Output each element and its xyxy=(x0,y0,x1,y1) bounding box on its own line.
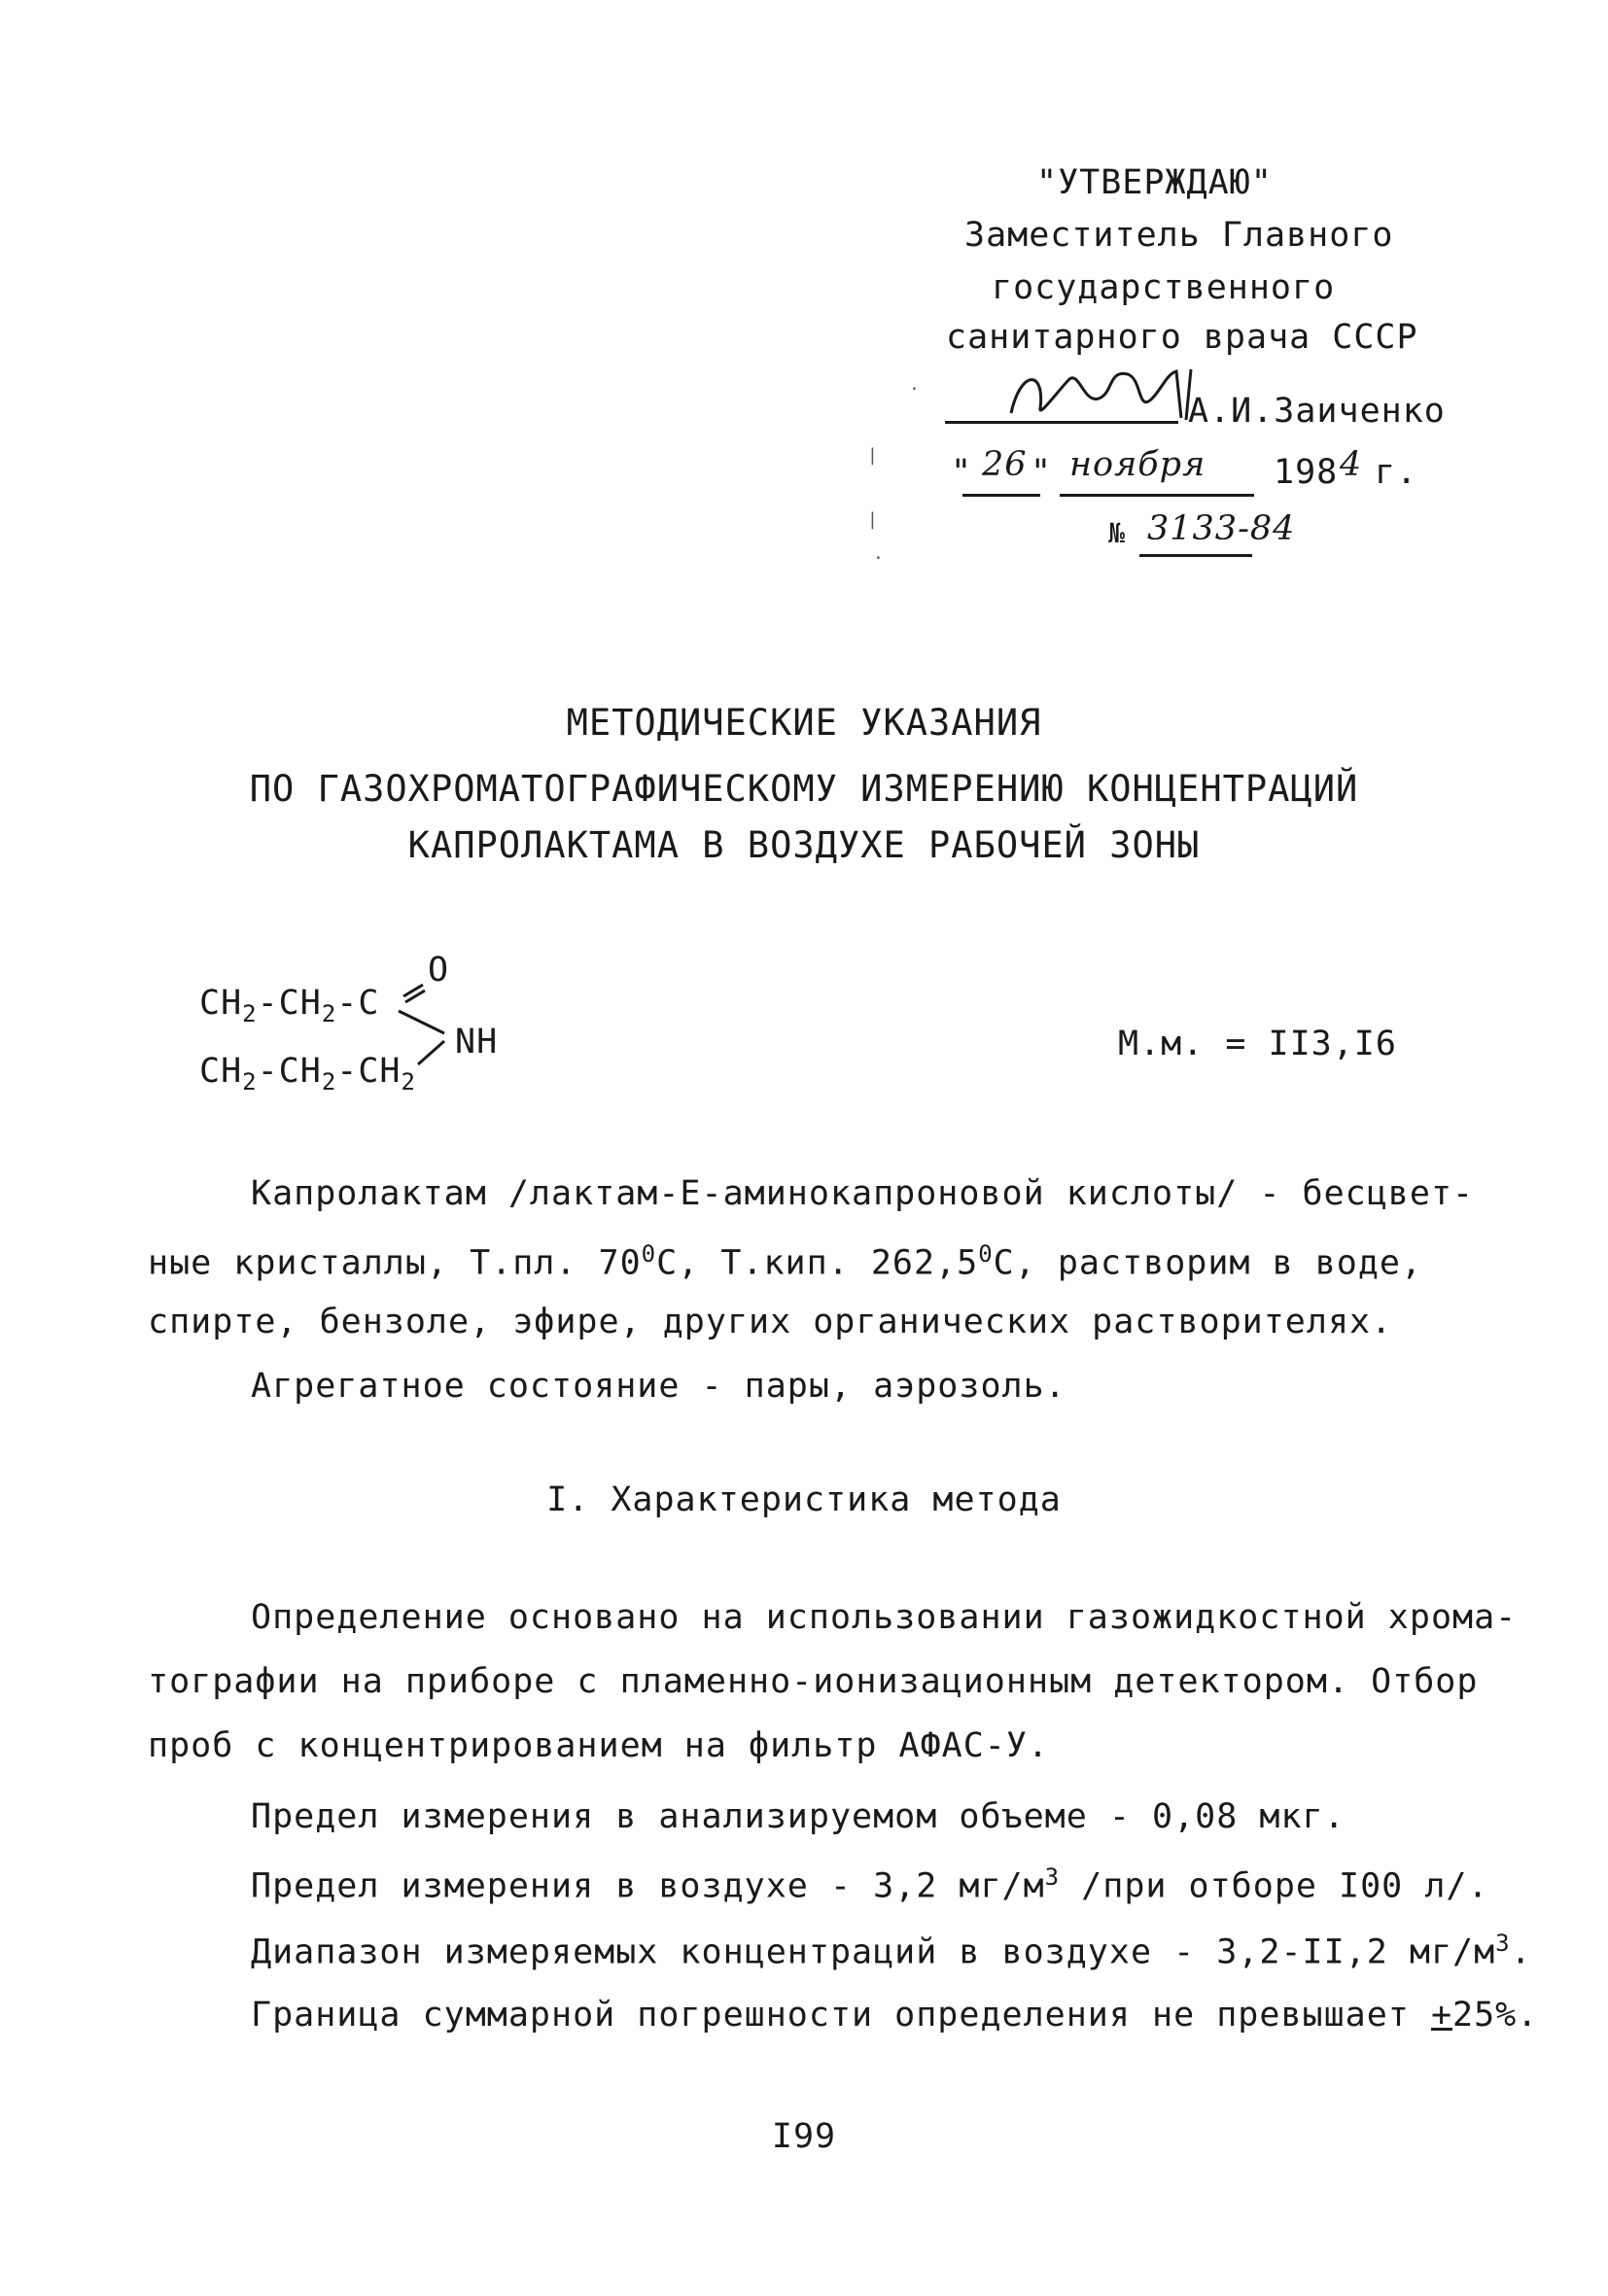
date-day-line xyxy=(962,494,1040,497)
date-quote-close: " xyxy=(1031,453,1053,492)
signature-line xyxy=(945,421,1178,424)
section1-p3: Предел измерения в воздухе - 3,2 $мг/м^3$ /при отборе I00 л/. xyxy=(251,1863,1489,1906)
number-prefix: № xyxy=(1108,517,1126,549)
title-line2: ПО ГАЗОХРОМАТОГРАФИЧЕСКОМУ ИЗМЕРЕНИЮ КОНЦЕНТРАЦИЙ xyxy=(249,768,1359,810)
section1-p1-line1: Определение основано на использовании газожидкостной хрома- xyxy=(251,1598,1518,1637)
margin-mark: · xyxy=(873,548,884,569)
description-line4: Агрегатное состояние - пары, аэрозоль. xyxy=(251,1367,1066,1406)
approval-heading: "УТВЕРЖДАЮ" xyxy=(1036,163,1273,202)
date-suffix: г. xyxy=(1375,453,1418,492)
date-day: 26 xyxy=(982,445,1028,484)
approval-position-line1: Заместитель Главного xyxy=(964,216,1394,255)
date-quote-open: " xyxy=(951,453,973,492)
number-line xyxy=(1139,554,1252,557)
signature xyxy=(992,360,1215,428)
molar-mass: М.м. = II3,I6 xyxy=(1118,1025,1397,1063)
formula-oxygen: O xyxy=(428,951,450,990)
formula-nh: NH xyxy=(455,1023,499,1061)
margin-mark: | xyxy=(867,509,878,530)
date-month: ноября xyxy=(1069,445,1206,484)
description-line1: Капролактам /лактам-Е-аминокапроновой кислоты/ - бесцвет- xyxy=(251,1174,1475,1213)
formula-bottom-row: $CH_2-CH_2-CH_2$ xyxy=(199,1052,416,1096)
description-line2: ные кристаллы, Т.пл. $70^0С$, Т.кип. 262,5$^0$С, растворим в воде, xyxy=(148,1240,1423,1283)
section1-heading: I. Характеристика метода xyxy=(546,1480,1062,1519)
number-value: 3133-84 xyxy=(1147,509,1296,548)
section1-p4: Диапазон измеряемых концентраций в воздухе - 3,2-II,2 $мг/м^3$. xyxy=(251,1930,1532,1972)
approval-signer: А.И.Заиченко xyxy=(1188,392,1446,431)
title-line3: КАПРОЛАКТАМА В ВОЗДУХЕ РАБОЧЕЙ ЗОНЫ xyxy=(407,824,1201,866)
margin-mark: · xyxy=(909,379,920,400)
approval-position-line3: санитарного врача СССР xyxy=(946,318,1418,357)
section1-p1-line2: тографии на приборе с пламенно-ионизационным детектором. Отбор xyxy=(148,1662,1479,1701)
description-line3: спирте, бензоле, эфире, других органических растворителях. xyxy=(148,1303,1393,1341)
section1-p2: Предел измерения в анализируемом объеме - 0,08 мкг. xyxy=(251,1797,1346,1836)
date-year-prefix: 198 xyxy=(1274,453,1339,492)
title-line1: МЕТОДИЧЕСКИЕ УКАЗАНИЯ xyxy=(566,702,1042,744)
margin-mark: | xyxy=(867,445,878,466)
date-month-line xyxy=(1060,494,1254,497)
date-year-digit: 4 xyxy=(1340,445,1363,484)
section1-p1-line3: проб с концентрированием на фильтр АФАС-У. xyxy=(148,1726,1050,1765)
approval-position-line2: государственного xyxy=(992,268,1336,307)
page-number: I99 xyxy=(771,2117,837,2156)
section1-p5: Граница суммарной погрешности определения не превышает +25%. xyxy=(251,1996,1539,2035)
formula-top-row: $CH_2-CH_2-C$ xyxy=(199,984,380,1027)
